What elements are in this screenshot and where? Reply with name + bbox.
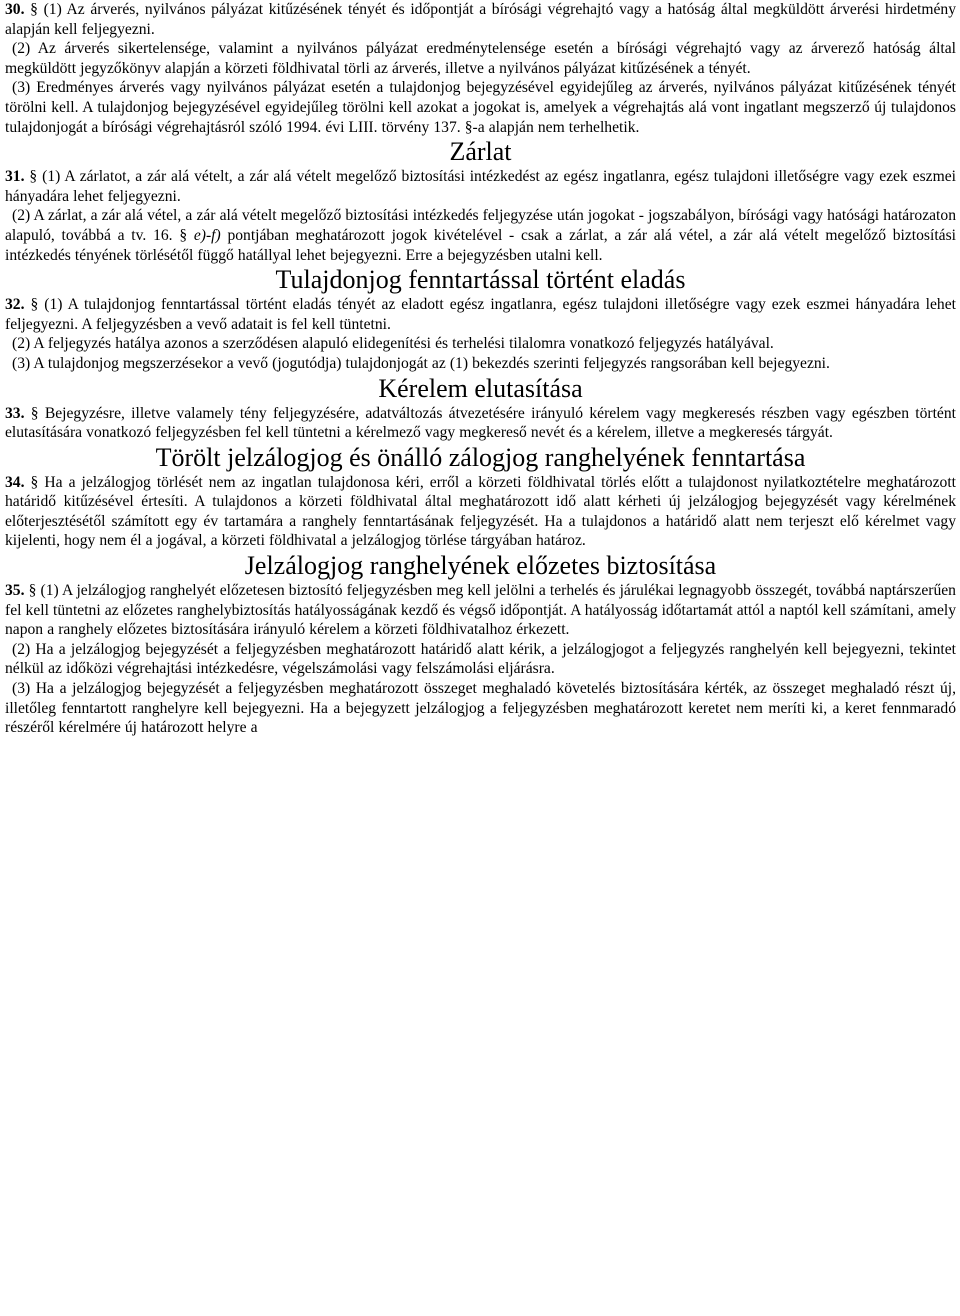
paragraph-text: (1) A zárlatot, a zár alá vételt, a zár alá vételt megelőző biztosítási intézkedést az egész ingatlanra, egész tulajdoni illetőségre vagy ezek eszmei hányadára lehet feljegyezni. [5, 168, 956, 205]
s35-paragraph-3: (3) Ha a jelzálogjog bejegyzését a feljegyzésben meghatározott összeget meghaladó követelés biztosítására kérték, az összeget meghaladó részt új, illetőleg fenntartott ranghelyre kell bejegyezni. Ha a bejegyzett jelzálogjog a feljegyzésben meghatározott keretet nem meríti ki, a keret fennmaradó részéről kérelmére új határozott helyre a [5, 680, 956, 737]
s34-paragraph-1 [5, 473, 956, 551]
heading-kerelem: Kérelem elutasítása [378, 373, 583, 403]
s30-paragraph-2: (2) Az árverés sikertelensége, valamint a nyilvános pályázat eredménytelensége esetén a bírósági végrehajtó vagy az árverező hatóság által megküldött jegyzőkönyv alapján a körzeti földhivatal törli az árverés, illetve a nyilvános pályázat kitűzésének a tényét. [5, 40, 956, 77]
paragraph-text: (1) Az árverés, nyilvános pályázat kitűzésének tényét és időpontját a bírósági végrehajtó vagy a hatóság által megküldött árverési hirdetmény alapján kell feljegyezni. [5, 1, 956, 38]
section-symbol: § [179, 226, 188, 244]
section-number: 31. [5, 168, 25, 186]
paragraph-text: (1) A jelzálogjog ranghelyét előzetesen biztosító feljegyzésben meg kell jelölni a terhelés és járulékai legnagyobb összegét, továbbá naptárszerűen fel kell tüntetni az előzetes ranghelybiztosítás hatályosságának kezdő és végső időpontját. A hatályosság időtartamát attól a naptól kell számítani, amely napon a ranghely előzetes biztosítására irányuló kérelem a körzeti földhivatalhoz érkezett. [5, 582, 956, 639]
s31-paragraph-1 [5, 167, 956, 206]
heading-tulajdonjog: Tulajdonjog fenntartással történt eladás [275, 265, 686, 295]
section-number: 33. [5, 404, 25, 422]
section-symbol: § [30, 1, 38, 18]
s30-paragraph-1 [5, 0, 956, 39]
paragraph-text: Bejegyzésre, illetve valamely tény feljegyzésére, adatváltozás átvezetésére irányuló kérelem vagy megkeresés részben vagy egészben történt elutasítására vonatkozó feljegyzésben fel kell tüntetni a kérelmező vagy megkereső nevét és a kérelem, illetve a megkeresés tárgyát. [5, 404, 956, 442]
s30-paragraph-3: (3) Eredményes árverés vagy nyilvános pályázat esetén a tulajdonjog bejegyzésével egyidejűleg az árverés, nyilvános pályázat kitűzésének tényét törölni kell. A tulajdonjog bejegyzésével egyidejűleg törölni kell azokat a jogokat is, amelyek a végrehajtás alá vont ingatlant megszerző új tulajdonos tulajdonjogát a bírósági végrehajtásról szóló 1994. évi LIII. törvény 137. §-a alapján nem terhelhetik. [5, 79, 956, 136]
paragraph-text: (2) A zárlat, a zár alá vétel, a zár alá vételt megelőző biztosítási intézkedés feljegyzése után jogokat - jogszabályon, bírósági vagy hatósági határozaton alapuló, továbbá a tv. 16. [5, 207, 956, 244]
s31-paragraph-2 [5, 206, 956, 265]
paragraph-text: Ha a jelzálogjog törlését nem az ingatlan tulajdonosa kéri, erről a körzeti földhivatal törlés előtt a tulajdonost nyilatkoztételre meghatározott határidő kitűzésével értesíti. A tulajdonos a körzeti földhivatal által meghatározott idő alatt kérheti új jelzálogjog bejegyzését vagy kérelmének előterjesztésétől számított egy év tartamára a ranghely fenntartásának feljegyzését. Ha a tulajdonos a határidő alatt nem terjeszt elő kérelmet vagy kijelenti, hogy nem él a jogával, a körzeti földhivatal a jelzálogjog törlése tárgyában határoz. [5, 473, 956, 550]
heading-torolt: Törölt jelzálogjog és önálló zálogjog ranghelyének fenntartása [155, 442, 806, 472]
heading-jelzalog: Jelzálogjog ranghelyének előzetes biztosítása [244, 551, 717, 581]
paragraph-text: (1) A tulajdonjog fenntartással történt eladás tényét az eladott egész ingatlanra, egész tulajdoni illetőségre vagy ezek eszmei hányadára lehet feljegyezni. A feljegyzésben a vevő adatait is fel kell tüntetni. [5, 296, 956, 333]
section-symbol: § [29, 168, 38, 186]
section-number: 30. [5, 1, 25, 18]
s35-paragraph-1 [5, 581, 956, 640]
section-symbol: § [30, 473, 39, 491]
s32-paragraph-3: (3) A tulajdonjog megszerzésekor a vevő (jogutódja) tulajdonjogát az (1) bekezdés szerinti feljegyzés rangsorában kell bejegyezni. [12, 354, 830, 372]
section-number: 35. [5, 582, 25, 600]
section-number: 32. [5, 296, 25, 314]
document-page [5, 0, 956, 738]
paragraph-italic: e)-f) [193, 226, 221, 244]
section-symbol: § [30, 404, 39, 422]
s32-paragraph-2: (2) A feljegyzés hatálya azonos a szerződésen alapuló elidegenítési és terhelési tilalomra vonatkozó feljegyzés hatályával. [12, 335, 774, 353]
s35-paragraph-2: (2) Ha a jelzálogjog bejegyzését a feljegyzésben meghatározott határidő alatt kérik, a jelzálogjogot a feljegyzés ranghelyén kell bejegyezni, tekintet nélkül az időközi végrehajtási intézkedésre, végelszámolási vagy felszámolási eljárásra. [5, 640, 956, 678]
paragraph-text: pontjában meghatározott jogok kivételével - csak a zárlat, a zár alá vétel, a zár alá vételt megelőző biztosítási intézkedés tényének törlésétől függő hatállyal lehet bejegyezni. Erre a bejegyzésben utalni kell. [5, 226, 956, 264]
s32-paragraph-1 [5, 295, 956, 334]
s33-paragraph-1 [5, 404, 956, 443]
heading-zarlat: Zárlat [449, 137, 512, 167]
section-symbol: § [28, 582, 37, 600]
section-number: 34. [5, 473, 25, 491]
section-symbol: § [30, 296, 39, 314]
